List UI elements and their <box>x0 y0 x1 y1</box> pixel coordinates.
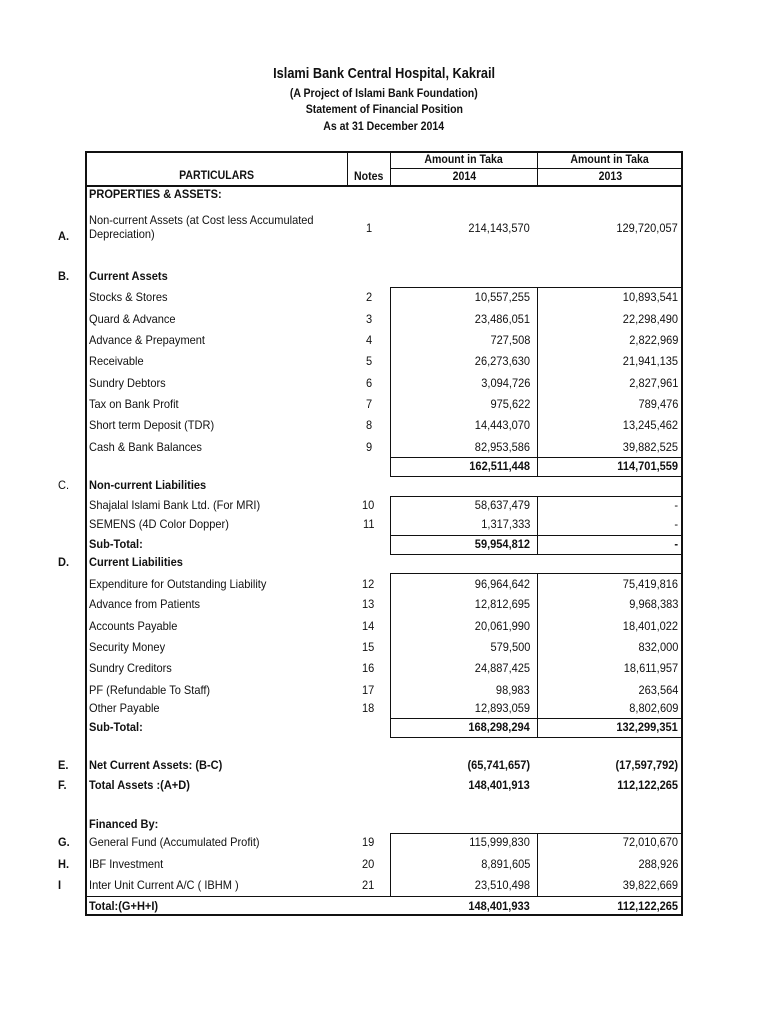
row-amount-2014: 8,891,605 <box>480 857 530 871</box>
row-amount-2013: - <box>674 537 678 551</box>
row-note: 17 <box>362 683 375 697</box>
row-section-letter <box>58 638 78 656</box>
row-section-letter <box>58 374 78 392</box>
table-row <box>0 638 768 656</box>
row-amount-2014: 24,887,425 <box>474 661 530 675</box>
row-label: Sundry Debtors <box>89 376 166 390</box>
row-label: PROPERTIES & ASSETS: <box>89 187 222 201</box>
row-section-letter: I <box>58 878 62 892</box>
row-label: Sub-Total: <box>89 537 143 551</box>
row-section-letter: A. <box>58 229 70 243</box>
table-row <box>0 815 768 833</box>
particulars-header: PARTICULARS <box>179 168 255 182</box>
row-amount-2013: 2,827,961 <box>628 376 678 390</box>
row-section-letter <box>58 438 78 456</box>
row-section-letter <box>58 718 78 736</box>
row-amount-2014: 98,983 <box>496 683 530 697</box>
row-amount-2014 <box>392 267 530 285</box>
table-row <box>0 496 768 514</box>
row-label: Total Assets :(A+D) <box>89 778 190 792</box>
row-label: Current Assets <box>89 269 168 283</box>
row-section-letter <box>58 617 78 635</box>
row-label: Sundry Creditors <box>89 661 172 675</box>
row-label: PF (Refundable To Staff) <box>89 683 211 697</box>
row-label: SEMENS (4D Color Dopper) <box>89 517 229 531</box>
row-note: 15 <box>362 640 375 654</box>
year-2013-header: 2013 <box>598 169 622 183</box>
table-row <box>0 855 768 873</box>
row-note: 16 <box>362 661 375 675</box>
row-label: Inter Unit Current A/C ( IBHM ) <box>89 878 239 892</box>
row-amount-2014: 12,893,059 <box>474 701 530 715</box>
table-row <box>0 756 768 774</box>
table-row <box>0 438 768 456</box>
table-row <box>0 213 768 243</box>
table-row <box>0 553 768 571</box>
row-amount-2014 <box>392 553 530 571</box>
row-amount-2014: 148,401,913 <box>468 778 530 792</box>
row-section-letter <box>58 897 78 915</box>
table-row <box>0 395 768 413</box>
row-label <box>89 457 349 475</box>
row-amount-2013: 288,926 <box>638 857 678 871</box>
row-section-letter <box>58 457 78 475</box>
row-amount-2013: 263,564 <box>638 683 678 697</box>
row-section-letter <box>58 288 78 306</box>
row-label: Quard & Advance <box>89 312 176 326</box>
row-section-letter <box>58 395 78 413</box>
row-note: 1 <box>365 221 372 235</box>
row-note: 2 <box>365 290 372 304</box>
table-row <box>0 681 768 699</box>
row-note: 6 <box>365 376 372 390</box>
row-note <box>350 815 388 833</box>
row-amount-2013: 18,401,022 <box>622 619 678 633</box>
row-note: 20 <box>362 857 375 871</box>
row-section-letter <box>58 185 78 203</box>
row-section-letter: G. <box>58 835 70 849</box>
table-row <box>0 659 768 677</box>
row-amount-2014: 23,510,498 <box>474 878 530 892</box>
row-section-letter <box>58 310 78 328</box>
row-amount-2014: 58,637,479 <box>474 498 530 512</box>
row-amount-2014: 727,508 <box>490 333 530 347</box>
row-label: Stocks & Stores <box>89 290 168 304</box>
row-label: Non-current Liabilities <box>89 478 207 492</box>
row-amount-2013 <box>540 185 678 203</box>
row-amount-2013: 22,298,490 <box>622 312 678 326</box>
row-amount-2013 <box>540 267 678 285</box>
row-note <box>350 476 388 494</box>
report-title: Islami Bank Central Hospital, Kakrail <box>273 66 495 82</box>
statement-title: Statement of Financial Position <box>305 102 463 116</box>
row-section-letter: D. <box>58 555 70 569</box>
table-row <box>0 776 768 794</box>
row-amount-2014: 1,317,333 <box>480 517 530 531</box>
row-label: Shajalal Islami Bank Ltd. (For MRI) <box>89 498 261 512</box>
table-row <box>0 876 768 894</box>
table-row <box>0 352 768 370</box>
row-amount-2014: 26,273,630 <box>474 354 530 368</box>
year-2014-header: 2014 <box>452 169 476 183</box>
row-label: Current Liabilities <box>89 555 183 569</box>
row-note: 19 <box>362 835 375 849</box>
row-label: IBF Investment <box>89 857 164 871</box>
row-amount-2014: 23,486,051 <box>474 312 530 326</box>
row-note: 12 <box>362 577 375 591</box>
row-amount-2013: 2,822,969 <box>628 333 678 347</box>
row-amount-2013: 13,245,462 <box>622 418 678 432</box>
amount-2013-label: Amount in Taka <box>570 152 650 166</box>
row-label: Accounts Payable <box>89 619 178 633</box>
table-row <box>0 267 768 285</box>
row-amount-2014: 14,443,070 <box>474 418 530 432</box>
row-amount-2014: 115,999,830 <box>469 835 530 849</box>
row-note: 4 <box>365 333 372 347</box>
row-section-letter <box>58 681 78 699</box>
row-label: Other Payable <box>89 701 160 715</box>
row-amount-2014 <box>392 185 530 203</box>
row-amount-2013: 10,893,541 <box>622 290 678 304</box>
row-amount-2013: 18,611,957 <box>623 661 678 675</box>
row-amount-2013 <box>540 815 678 833</box>
table-row <box>0 718 768 736</box>
row-amount-2014: 59,954,812 <box>474 537 530 551</box>
row-label: General Fund (Accumulated Profit) <box>89 835 260 849</box>
row-note <box>350 267 388 285</box>
report-subtitle: (A Project of Islami Bank Foundation) <box>290 86 478 100</box>
row-amount-2014: 82,953,586 <box>474 440 530 454</box>
row-section-letter: E. <box>58 758 69 772</box>
row-section-letter <box>58 815 78 833</box>
row-note <box>350 897 388 915</box>
row-amount-2013: 72,010,670 <box>622 835 678 849</box>
row-amount-2014: 10,557,255 <box>474 290 530 304</box>
row-amount-2013: 112,122,265 <box>617 778 678 792</box>
row-amount-2013: 129,720,057 <box>616 221 678 235</box>
row-amount-2014: 162,511,448 <box>469 459 530 473</box>
row-label: Financed By: <box>89 817 159 831</box>
row-amount-2013 <box>540 553 678 571</box>
row-section-letter <box>58 659 78 677</box>
row-label: Advance & Prepayment <box>89 333 205 347</box>
table-row <box>0 535 768 553</box>
row-note: 8 <box>365 418 372 432</box>
table-row <box>0 457 768 475</box>
table-row <box>0 185 768 203</box>
row-amount-2013: 21,941,135 <box>622 354 678 368</box>
row-label: Non-current Assets (at Cost less Accumulated Depreciation) <box>89 213 314 241</box>
row-section-letter: H. <box>58 857 70 871</box>
row-amount-2013: 75,419,816 <box>622 577 678 591</box>
row-note <box>350 776 388 794</box>
row-section-letter <box>58 535 78 553</box>
row-section-letter <box>58 575 78 593</box>
amount-2014-label: Amount in Taka <box>424 152 504 166</box>
row-amount-2013: 789,476 <box>638 397 678 411</box>
row-note <box>350 535 388 553</box>
row-amount-2014: (65,741,657) <box>467 758 530 772</box>
table-row <box>0 595 768 613</box>
row-amount-2013: (17,597,792) <box>615 758 678 772</box>
table-row <box>0 897 768 915</box>
row-note: 18 <box>362 701 375 715</box>
row-amount-2014: 12,812,695 <box>474 597 530 611</box>
table-row <box>0 699 768 717</box>
row-amount-2014: 20,061,990 <box>474 619 530 633</box>
row-note: 21 <box>362 878 375 892</box>
row-amount-2013 <box>540 476 678 494</box>
row-amount-2013: 832,000 <box>638 640 678 654</box>
row-amount-2013: 9,968,383 <box>628 597 678 611</box>
row-amount-2013: - <box>674 498 678 512</box>
row-label: Total:(G+H+I) <box>89 899 159 913</box>
row-label: Expenditure for Outstanding Liability <box>89 577 267 591</box>
row-amount-2013: 132,299,351 <box>616 720 678 734</box>
row-amount-2013: 8,802,609 <box>628 701 678 715</box>
row-section-letter: C. <box>58 478 70 492</box>
row-amount-2014 <box>392 476 530 494</box>
row-note: 10 <box>362 498 375 512</box>
table-row <box>0 288 768 306</box>
row-note: 11 <box>362 517 375 531</box>
row-amount-2014: 579,500 <box>490 640 530 654</box>
row-amount-2014: 975,622 <box>490 397 530 411</box>
row-note <box>350 553 388 571</box>
row-amount-2013: - <box>674 517 678 531</box>
row-label: Short term Deposit (TDR) <box>89 418 215 432</box>
row-note <box>350 718 388 736</box>
notes-header: Notes <box>354 169 384 183</box>
row-section-letter <box>58 416 78 434</box>
row-amount-2014: 168,298,294 <box>468 720 530 734</box>
row-amount-2014 <box>392 815 530 833</box>
row-note: 13 <box>362 597 375 611</box>
row-amount-2013: 114,701,559 <box>617 459 678 473</box>
table-row <box>0 515 768 533</box>
row-label: Advance from Patients <box>89 597 201 611</box>
row-amount-2013: 39,822,669 <box>622 878 678 892</box>
table-row <box>0 331 768 349</box>
row-section-letter <box>58 595 78 613</box>
row-label: Sub-Total: <box>89 720 143 734</box>
table-row <box>0 833 768 851</box>
row-section-letter: F. <box>58 778 67 792</box>
row-note: 3 <box>365 312 372 326</box>
row-note: 5 <box>365 354 372 368</box>
table-row <box>0 575 768 593</box>
row-note: 7 <box>365 397 372 411</box>
row-label: Tax on Bank Profit <box>89 397 179 411</box>
row-section-letter <box>58 515 78 533</box>
row-amount-2013: 112,122,265 <box>617 899 678 913</box>
row-amount-2014: 3,094,726 <box>480 376 530 390</box>
row-note <box>350 756 388 774</box>
table-row <box>0 416 768 434</box>
row-note <box>350 457 388 475</box>
row-amount-2014: 148,401,933 <box>468 899 530 913</box>
table-row <box>0 476 768 494</box>
row-amount-2014: 96,964,642 <box>474 577 530 591</box>
row-label: Net Current Assets: (B-C) <box>89 758 223 772</box>
row-section-letter: B. <box>58 269 70 283</box>
row-note: 14 <box>362 619 375 633</box>
row-label: Receivable <box>89 354 144 368</box>
row-section-letter <box>58 496 78 514</box>
row-note: 9 <box>365 440 372 454</box>
table-row <box>0 374 768 392</box>
row-label: Cash & Bank Balances <box>89 440 202 454</box>
table-row <box>0 617 768 635</box>
row-section-letter <box>58 352 78 370</box>
row-label: Security Money <box>89 640 166 654</box>
row-section-letter <box>58 331 78 349</box>
statement-date: As at 31 December 2014 <box>323 119 445 133</box>
row-amount-2013: 39,882,525 <box>622 440 678 454</box>
table-row <box>0 310 768 328</box>
row-amount-2014: 214,143,570 <box>468 221 530 235</box>
row-section-letter <box>58 699 78 717</box>
row-note <box>350 185 388 203</box>
